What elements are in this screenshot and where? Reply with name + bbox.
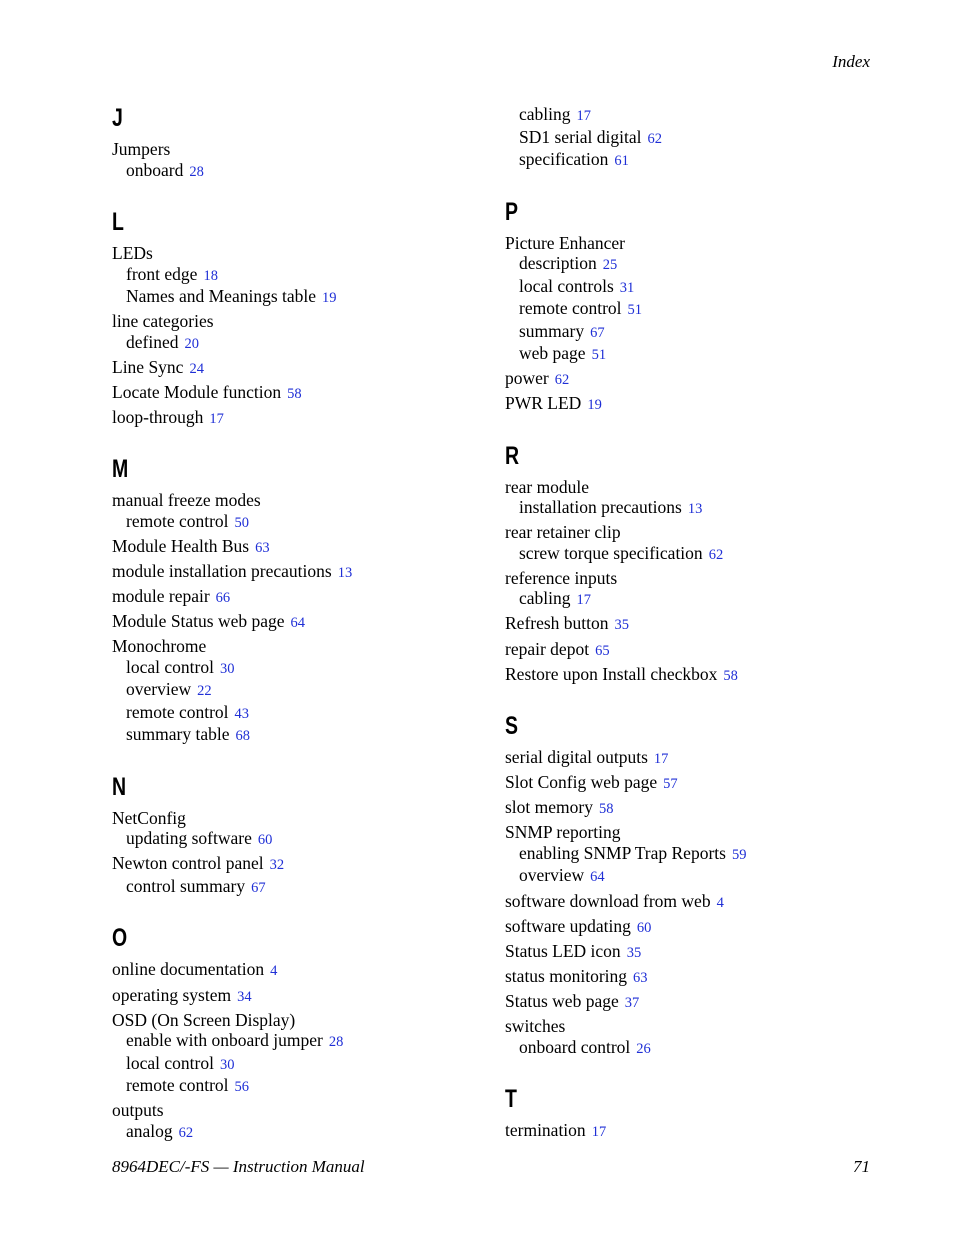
footer-manual-title: 8964DEC/-FS — Instruction Manual [112, 1157, 365, 1176]
index-entry [505, 797, 895, 820]
page-link[interactable]: 17 [653, 751, 669, 768]
entry-term: NetConfig [112, 807, 186, 828]
page-link[interactable]: 67 [251, 879, 266, 896]
section-letter: N [112, 772, 127, 801]
index-entry [112, 636, 502, 747]
entry-line [112, 561, 502, 584]
page-link[interactable]: 30 [219, 1056, 235, 1073]
entry-line [112, 853, 502, 876]
running-header-title: Index [832, 52, 870, 71]
entry-term: manual freeze modes [112, 490, 261, 511]
entry-term: termination [505, 1120, 586, 1140]
page-link[interactable]: 58 [598, 801, 614, 818]
page-link[interactable]: 64 [590, 869, 605, 886]
entry-line [112, 611, 502, 634]
subentry-term: overview [126, 679, 192, 700]
entry-line [112, 139, 502, 160]
entry-term: switches [505, 1016, 566, 1036]
entry-term: Picture Enhancer [505, 232, 626, 253]
page-link[interactable]: 17 [576, 592, 592, 609]
entry-term: Status LED icon [505, 940, 621, 961]
entry-line [112, 808, 502, 829]
page-link[interactable]: 62 [554, 372, 570, 389]
entry-line [112, 382, 502, 405]
subentry-term: defined [126, 331, 179, 352]
index-subentry [112, 1053, 502, 1076]
entry-term: LEDs [112, 243, 153, 263]
index-subentry [505, 497, 895, 520]
entry-line [112, 311, 502, 332]
page-link[interactable]: 13 [337, 565, 353, 582]
section-letter: R [505, 441, 520, 470]
entry-term: slot memory [505, 797, 593, 818]
subentry-term: description [519, 253, 597, 273]
entry-line [112, 985, 502, 1008]
entry-line [505, 233, 895, 254]
page-link[interactable]: 68 [235, 728, 251, 745]
index-entry [505, 233, 895, 366]
section-letter: J [112, 104, 123, 132]
index-entry [505, 368, 895, 391]
index-subentry [112, 286, 502, 309]
entry-term: OSD (On Screen Display) [112, 1009, 296, 1030]
entry-line [505, 797, 895, 820]
entry-term: module installation precautions [112, 561, 332, 582]
entry-term: repair depot [505, 638, 590, 659]
subentry-term: summary table [126, 724, 230, 745]
entry-line [112, 1010, 502, 1031]
entry-line [112, 243, 502, 264]
page-link[interactable]: 50 [234, 514, 250, 531]
page-link[interactable]: 37 [624, 994, 640, 1011]
entry-line [505, 1120, 895, 1143]
entry-line [505, 613, 895, 636]
page-link[interactable]: 62 [178, 1124, 194, 1141]
index-subentry [112, 876, 502, 899]
page-link[interactable]: 13 [687, 501, 703, 518]
subentry-term: enabling SNMP Trap Reports [519, 842, 726, 863]
page-link[interactable]: 43 [234, 705, 250, 722]
entry-term: loop-through [112, 406, 204, 427]
index-entry [112, 382, 502, 405]
index-entry [505, 613, 895, 636]
index-subentry [112, 657, 502, 680]
page-link[interactable]: 4 [270, 963, 278, 980]
page-link[interactable]: 62 [647, 130, 662, 147]
subentry-term: onboard control [519, 1036, 631, 1057]
subentry-term: local control [126, 1052, 214, 1073]
index-subentry [112, 264, 502, 287]
entry-line [112, 636, 502, 657]
index-subentry [112, 724, 502, 747]
subentry-term: updating software [126, 828, 252, 849]
index-entry [112, 1010, 502, 1098]
index-entry [112, 561, 502, 584]
subentry-term: web page [519, 343, 586, 363]
index-section [112, 455, 502, 746]
index-subentry [112, 1030, 502, 1053]
page-link[interactable]: 20 [184, 335, 199, 352]
subentry-term: installation precautions [519, 497, 682, 518]
subentry-term: control summary [126, 875, 246, 896]
page-link[interactable]: 34 [237, 988, 252, 1005]
entry-term: PWR LED [505, 393, 582, 414]
index-entry [505, 522, 895, 565]
entry-line [505, 568, 895, 589]
entry-term: Locate Module function [112, 381, 282, 402]
index-entry [505, 916, 895, 939]
entry-line [505, 1016, 895, 1037]
entry-line [505, 966, 895, 989]
entry-line [505, 368, 895, 391]
entry-line [112, 536, 502, 559]
page-link[interactable]: 17 [591, 1124, 607, 1140]
page-link[interactable]: 60 [257, 832, 273, 849]
index-subentry [505, 149, 895, 172]
index-subentry [112, 1075, 502, 1098]
page-link[interactable]: 18 [203, 267, 218, 284]
index-subentry [505, 298, 895, 321]
page-link[interactable]: 19 [587, 397, 602, 414]
index-subentry [112, 702, 502, 725]
subentry-term: remote control [126, 1075, 229, 1096]
page-link[interactable]: 65 [595, 642, 610, 659]
entry-term: Jumpers [112, 139, 171, 159]
index-subentry [505, 253, 895, 276]
index-entry [112, 536, 502, 559]
index-entry [112, 1100, 502, 1143]
page-link[interactable]: 58 [723, 667, 738, 684]
subentry-term: summary [519, 320, 585, 341]
entry-term: power [505, 368, 549, 389]
index-subentry [505, 321, 895, 344]
index-entry [112, 243, 502, 309]
index-section [112, 104, 502, 182]
subentry-term: onboard [126, 159, 184, 180]
index-section [505, 712, 895, 1059]
index-entry [505, 891, 895, 914]
entry-term: module repair [112, 586, 210, 607]
entry-term: outputs [112, 1100, 164, 1121]
index-entry [112, 985, 502, 1008]
index-subentry [112, 160, 502, 183]
entry-line [505, 477, 895, 498]
index-subentry [505, 588, 895, 611]
index-entry [112, 490, 502, 533]
page-link[interactable]: 51 [591, 347, 607, 363]
page-link[interactable]: 25 [602, 257, 618, 273]
entry-term: Restore upon Install checkbox [505, 663, 718, 684]
page-link[interactable]: 64 [290, 615, 306, 632]
index-subentry [505, 127, 895, 150]
page-link[interactable]: 19 [322, 290, 337, 306]
entry-term: reference inputs [505, 567, 618, 588]
index-subentry [505, 276, 895, 299]
page-link[interactable]: 66 [215, 590, 231, 607]
page-link[interactable]: 62 [708, 546, 724, 563]
index-entry [505, 639, 895, 662]
page-link[interactable]: 17 [209, 410, 224, 427]
index-entry [505, 1120, 895, 1143]
entry-line [505, 522, 895, 543]
index-entry [505, 966, 895, 989]
page-link[interactable]: 35 [626, 944, 642, 961]
page-link[interactable]: 26 [636, 1040, 651, 1057]
entry-term: serial digital outputs [505, 747, 648, 768]
page-link[interactable]: 61 [614, 153, 629, 169]
index-subentry [112, 679, 502, 702]
index-section [112, 924, 502, 1143]
index-entry [505, 747, 895, 770]
index-section [505, 442, 895, 686]
page-link[interactable]: 56 [234, 1079, 250, 1096]
index-entry [112, 853, 502, 898]
subentry-term: overview [519, 865, 585, 886]
page-link[interactable]: 60 [636, 919, 652, 936]
entry-line [112, 586, 502, 609]
index-entry [505, 568, 895, 611]
entry-term: Monochrome [112, 636, 207, 657]
page-link[interactable]: 59 [731, 846, 747, 863]
entry-line [505, 916, 895, 939]
index-entry [112, 808, 502, 851]
subentry-term: cabling [519, 104, 571, 124]
subentry-term: remote control [519, 298, 622, 318]
index-entry [505, 477, 895, 520]
subentry-term: cabling [519, 588, 571, 609]
entry-line [112, 357, 502, 380]
subentry-term: front edge [126, 263, 198, 284]
index-entry [112, 139, 502, 182]
entry-term: Slot Config web page [505, 772, 658, 793]
index-subentry [505, 543, 895, 566]
subentry-term: specification [519, 149, 609, 169]
section-letter: S [505, 712, 519, 741]
entry-line [112, 959, 502, 982]
entry-line [505, 393, 895, 416]
entry-line [112, 490, 502, 511]
index-entry [505, 822, 895, 888]
entry-term: line categories [112, 311, 214, 332]
page-link[interactable]: 28 [189, 163, 204, 180]
entry-term: software download from web [505, 890, 711, 911]
index-entry [112, 357, 502, 380]
index-subentry [112, 511, 502, 534]
page-link[interactable]: 31 [619, 279, 635, 296]
page-link[interactable]: 28 [328, 1034, 344, 1051]
index-section [112, 208, 502, 429]
subentry-term: local controls [519, 275, 614, 296]
entry-line [505, 639, 895, 662]
index-section [112, 773, 502, 899]
subentry-term: remote control [126, 510, 229, 531]
page-link[interactable]: 32 [269, 857, 285, 874]
subentry-term: local control [126, 656, 214, 677]
page-link[interactable]: 17 [576, 108, 592, 124]
subentry-term: analog [126, 1120, 173, 1141]
index-entry [112, 959, 502, 982]
entry-term: SNMP reporting [505, 822, 621, 843]
entry-term: rear retainer clip [505, 522, 621, 543]
index-subentry [112, 332, 502, 355]
index-entry [112, 311, 502, 354]
section-letter: L [112, 208, 124, 236]
entry-term: status monitoring [505, 965, 628, 986]
entry-line [505, 747, 895, 770]
entry-line [505, 891, 895, 914]
index-entry [505, 772, 895, 795]
index-entry [505, 941, 895, 964]
entry-line [505, 772, 895, 795]
index-section [505, 104, 895, 172]
page-link[interactable]: 24 [189, 360, 204, 377]
section-letter: O [112, 924, 128, 953]
index-entry [112, 586, 502, 609]
index-entry [505, 664, 895, 687]
entry-line [505, 664, 895, 687]
page-link[interactable]: 63 [633, 969, 648, 986]
index-subentry [505, 865, 895, 888]
index-subentry [505, 1037, 895, 1060]
index-subentry [112, 828, 502, 851]
entry-term: Line Sync [112, 356, 184, 377]
page-link[interactable]: 51 [627, 302, 643, 318]
entry-term: online documentation [112, 959, 265, 980]
index-subentry [112, 1121, 502, 1144]
entry-term: Module Health Bus [112, 535, 250, 556]
subentry-term: screw torque specification [519, 542, 703, 563]
entry-line [505, 991, 895, 1014]
section-letter: T [505, 1085, 517, 1113]
page-link[interactable]: 57 [663, 776, 678, 793]
index-subentry [505, 843, 895, 866]
page-link[interactable]: 58 [287, 385, 302, 402]
entry-line [112, 407, 502, 430]
index-entry [505, 393, 895, 416]
subentry-term: SD1 serial digital [519, 126, 642, 147]
index-subentry [505, 343, 895, 366]
page-link[interactable]: 4 [716, 894, 724, 911]
entry-term: Refresh button [505, 613, 609, 634]
page-link[interactable]: 30 [219, 660, 235, 677]
entry-term: Module Status web page [112, 611, 285, 632]
index-section [505, 198, 895, 416]
subentry-term: enable with onboard jumper [126, 1030, 323, 1051]
index-column-right [505, 104, 895, 1169]
page-link[interactable]: 63 [255, 539, 270, 556]
entry-line [505, 941, 895, 964]
footer-page-number: 71 [853, 1157, 870, 1176]
entry-term: Status web page [505, 990, 619, 1011]
index-entry [505, 104, 895, 172]
subentry-term: Names and Meanings table [126, 286, 317, 306]
index-subentry [505, 104, 895, 127]
page-link[interactable]: 22 [197, 683, 212, 700]
index-entry [112, 611, 502, 634]
entry-term: rear module [505, 476, 590, 497]
section-letter: P [505, 197, 519, 226]
index-entry [112, 407, 502, 430]
section-letter: M [112, 455, 129, 484]
entry-line [112, 1100, 502, 1121]
index-entry [505, 1016, 895, 1059]
index-entry [505, 991, 895, 1014]
entry-line [505, 822, 895, 843]
page-link[interactable]: 67 [590, 324, 605, 341]
entry-term: Newton control panel [112, 853, 264, 874]
entry-term: operating system [112, 984, 232, 1005]
subentry-term: remote control [126, 701, 229, 722]
index-column-left [112, 104, 502, 1169]
page-link[interactable]: 35 [614, 617, 630, 634]
index-section [505, 1085, 895, 1143]
entry-term: software updating [505, 915, 631, 936]
